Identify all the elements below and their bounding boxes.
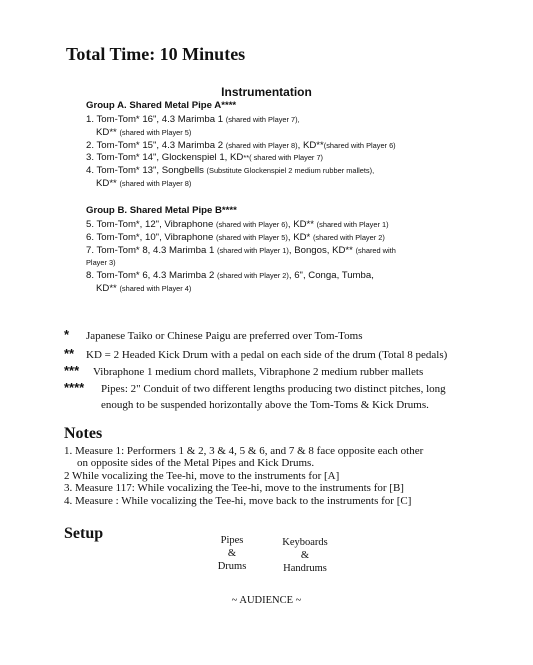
group-a-list — [86, 114, 396, 191]
audience-label: ~ AUDIENCE ~ — [231, 595, 302, 606]
list-item-continuation: Player 3) — [86, 258, 116, 268]
page-title: Total Time: 10 Minutes — [66, 44, 246, 64]
setup-keyboards-handrums: Keyboards & Handrums — [282, 537, 328, 574]
notes-list — [64, 445, 423, 507]
list-item: 1. Measure 1: Performers 1 & 2, 3 & 4, 5 & 6, and 7 & 8 face opposite each other — [64, 445, 424, 457]
setup-heading: Setup — [64, 525, 104, 542]
footnote-1: * Japanese Taiko or Chinese Paigu are preferred over Tom-Toms — [64, 327, 363, 342]
list-item: 3. Measure 117: While vocalizing the Tee-hi, move to the instruments for [B] — [64, 482, 404, 495]
group-b-list — [86, 219, 396, 296]
list-item-continuation: on opposite sides of the Metal Pipes and Kick Drums. — [77, 457, 315, 470]
list-item: 6. Tom-Tom*, 10", Vibraphone (shared with Player 5), KD* (shared with Player 2) — [86, 231, 385, 243]
list-item: 2 While vocalizing the Tee-hi, move to the instruments for [A] — [64, 469, 340, 482]
list-item: 4. Tom-Tom* 13", Songbells (Substitute Glockenspiel 2 medium rubber mallets), — [86, 165, 375, 177]
list-item: 1. Tom-Tom* 16", 4.3 Marimba 1 (shared with Player 7), — [86, 114, 300, 125]
list-item: 3. Tom-Tom* 14", Glockenspiel 1, KD**( shared with Player 7) — [86, 152, 324, 164]
group-b-heading: Group B. Shared Metal Pipe B**** — [86, 205, 237, 216]
instrumentation-heading: Instrumentation — [221, 85, 312, 99]
list-item-continuation: KD** (shared with Player 8) — [96, 177, 192, 189]
footnote-2: ** KD = 2 Headed Kick Drum with a pedal on each side of the drum (Total 8 pedals) — [64, 346, 448, 361]
list-item: 2. Tom-Tom* 15", 4.3 Marimba 2 (shared with Player 8), KD**(shared with Player 6) — [86, 139, 396, 151]
footnote-4-continuation: enough to be suspended horizontally above the Tom-Toms & Kick Drums. — [101, 399, 429, 411]
list-item: 4. Measure : While vocalizing the Tee-hi, move back to the instruments for [C] — [64, 494, 412, 507]
list-item: 8. Tom-Tom* 6, 4.3 Marimba 2 (shared with Player 2), 6", Conga, Tumba, — [86, 270, 374, 282]
list-item-continuation: KD** (shared with Player 4) — [96, 282, 192, 294]
list-item: 7. Tom-Tom* 8, 4.3 Marimba 1 (shared with Player 1), Bongos, KD** (shared with — [86, 244, 396, 256]
setup-pipes-drums: Pipes & Drums — [217, 535, 247, 572]
list-item-continuation: KD** (shared with Player 5) — [96, 126, 192, 138]
footnote-4: **** Pipes: 2" Conduit of two different lengths producing two distinct pitches, long — [64, 380, 446, 395]
group-a-heading: Group A. Shared Metal Pipe A**** — [86, 100, 237, 111]
notes-heading: Notes — [64, 425, 103, 442]
list-item: 5. Tom-Tom*, 12", Vibraphone (shared with Player 6), KD** (shared with Player 1) — [86, 219, 389, 230]
footnote-3: *** Vibraphone 1 medium chord mallets, Vibraphone 2 medium rubber mallets — [64, 363, 424, 378]
